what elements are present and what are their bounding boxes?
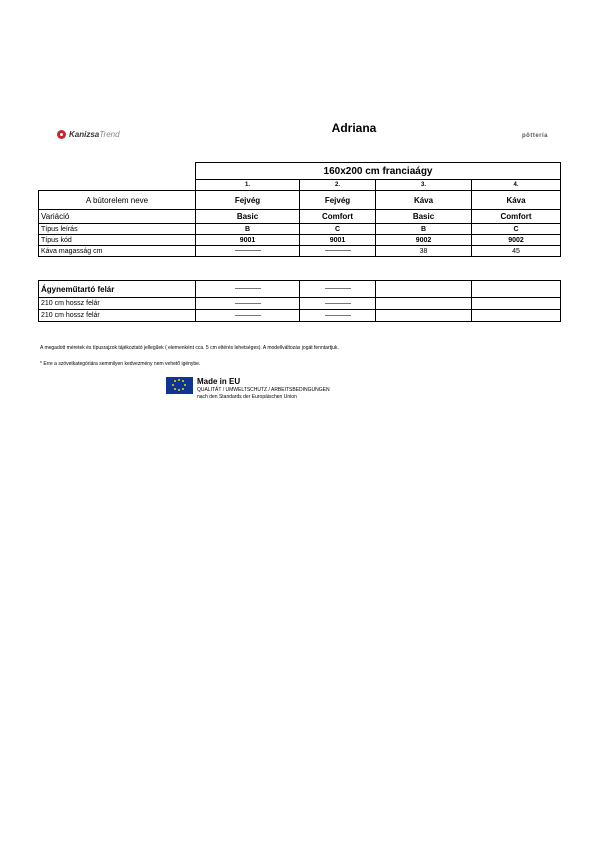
- table-cell: Fejvég: [300, 191, 376, 210]
- eu-text-block: [197, 377, 330, 400]
- table-cell-empty: [300, 281, 376, 298]
- row-label-type-desc: Típus leírás: [39, 224, 196, 235]
- dash-placeholder: [325, 303, 351, 304]
- table-heading: 160x200 cm franciaágy: [196, 163, 561, 180]
- table-cell: Basic: [376, 210, 472, 224]
- table-cell-empty: [300, 298, 376, 310]
- column-number: 4.: [472, 180, 561, 191]
- eu-line-1: QUALITÄT / UMWELTSCHUTZ / ARBEITSBEDINGUNGEN: [197, 387, 330, 393]
- table-cell: Fejvég: [196, 191, 300, 210]
- table-cell-empty: [196, 298, 300, 310]
- table-cell-empty: [300, 246, 376, 257]
- table-cell: C: [300, 224, 376, 235]
- kanizsatrend-logo: [57, 130, 120, 139]
- table-cell-empty: [376, 310, 472, 322]
- table-cell: Káva: [376, 191, 472, 210]
- disclaimer-note: A megadott méretek és típusrajzok tájékoztató jellegűek ( elemenként cca. 5 cm eltérés lehetséges). A modellváltozás jogát fenntartjuk.: [40, 345, 339, 351]
- dash-placeholder: [235, 315, 261, 316]
- table-cell: C: [472, 224, 561, 235]
- table-cell: Comfort: [472, 210, 561, 224]
- eu-title: Made in EU: [197, 377, 241, 386]
- logo-text-light: Trend: [99, 130, 120, 139]
- dash-placeholder: [235, 250, 261, 251]
- product-table: [38, 162, 561, 257]
- column-number: 1.: [196, 180, 300, 191]
- table-cell: 38: [376, 246, 472, 257]
- page-title: Adriana: [331, 121, 377, 135]
- eu-flag-icon: [166, 377, 193, 394]
- table-cell-empty: [196, 281, 300, 298]
- table-cell-empty: [472, 281, 561, 298]
- table-cell-empty: [196, 310, 300, 322]
- surcharge-row-label: 210 cm hossz felár: [39, 298, 196, 310]
- surcharge-row-label: 210 cm hossz felár: [39, 310, 196, 322]
- row-label-name: A bútorelem neve: [39, 191, 196, 210]
- table-cell-empty: [196, 246, 300, 257]
- dash-placeholder: [325, 315, 351, 316]
- table-cell-empty: [300, 310, 376, 322]
- eu-line-2: nach den Standards der Europäischen Union: [197, 394, 297, 400]
- table-cell: 9001: [196, 235, 300, 246]
- dash-placeholder: [235, 288, 261, 289]
- table-cell: Basic: [196, 210, 300, 224]
- table-cell: 9001: [300, 235, 376, 246]
- logo-mark-icon: [57, 130, 66, 139]
- dash-placeholder: [235, 303, 261, 304]
- table-cell-empty: [472, 310, 561, 322]
- column-number: 3.: [376, 180, 472, 191]
- table-cell-empty: [472, 298, 561, 310]
- table-cell: 9002: [376, 235, 472, 246]
- column-number: 2.: [300, 180, 376, 191]
- table-cell-empty: [376, 298, 472, 310]
- table-cell-empty: [376, 281, 472, 298]
- made-in-eu-badge: [166, 377, 330, 400]
- table-cell: 9002: [472, 235, 561, 246]
- dash-placeholder: [325, 288, 351, 289]
- table-cell: Comfort: [300, 210, 376, 224]
- logo-text-bold: Kanizsa: [69, 130, 100, 139]
- table-cell: 45: [472, 246, 561, 257]
- surcharge-table: [38, 280, 561, 322]
- discount-note: * Erre a szövetkategóriára semmilyen kedvezmény nem vehető igénybe.: [40, 361, 201, 367]
- brand-logo-right: pöttería: [522, 133, 549, 139]
- row-label-height: Káva magasság cm: [39, 246, 196, 257]
- row-label-type-code: Típus kód: [39, 235, 196, 246]
- table-cell: B: [376, 224, 472, 235]
- dash-placeholder: [325, 250, 351, 251]
- surcharge-heading: Ágyneműtartó felár: [39, 281, 196, 298]
- table-cell: Káva: [472, 191, 561, 210]
- table-cell: B: [196, 224, 300, 235]
- row-label-variation: Variáció: [39, 210, 196, 224]
